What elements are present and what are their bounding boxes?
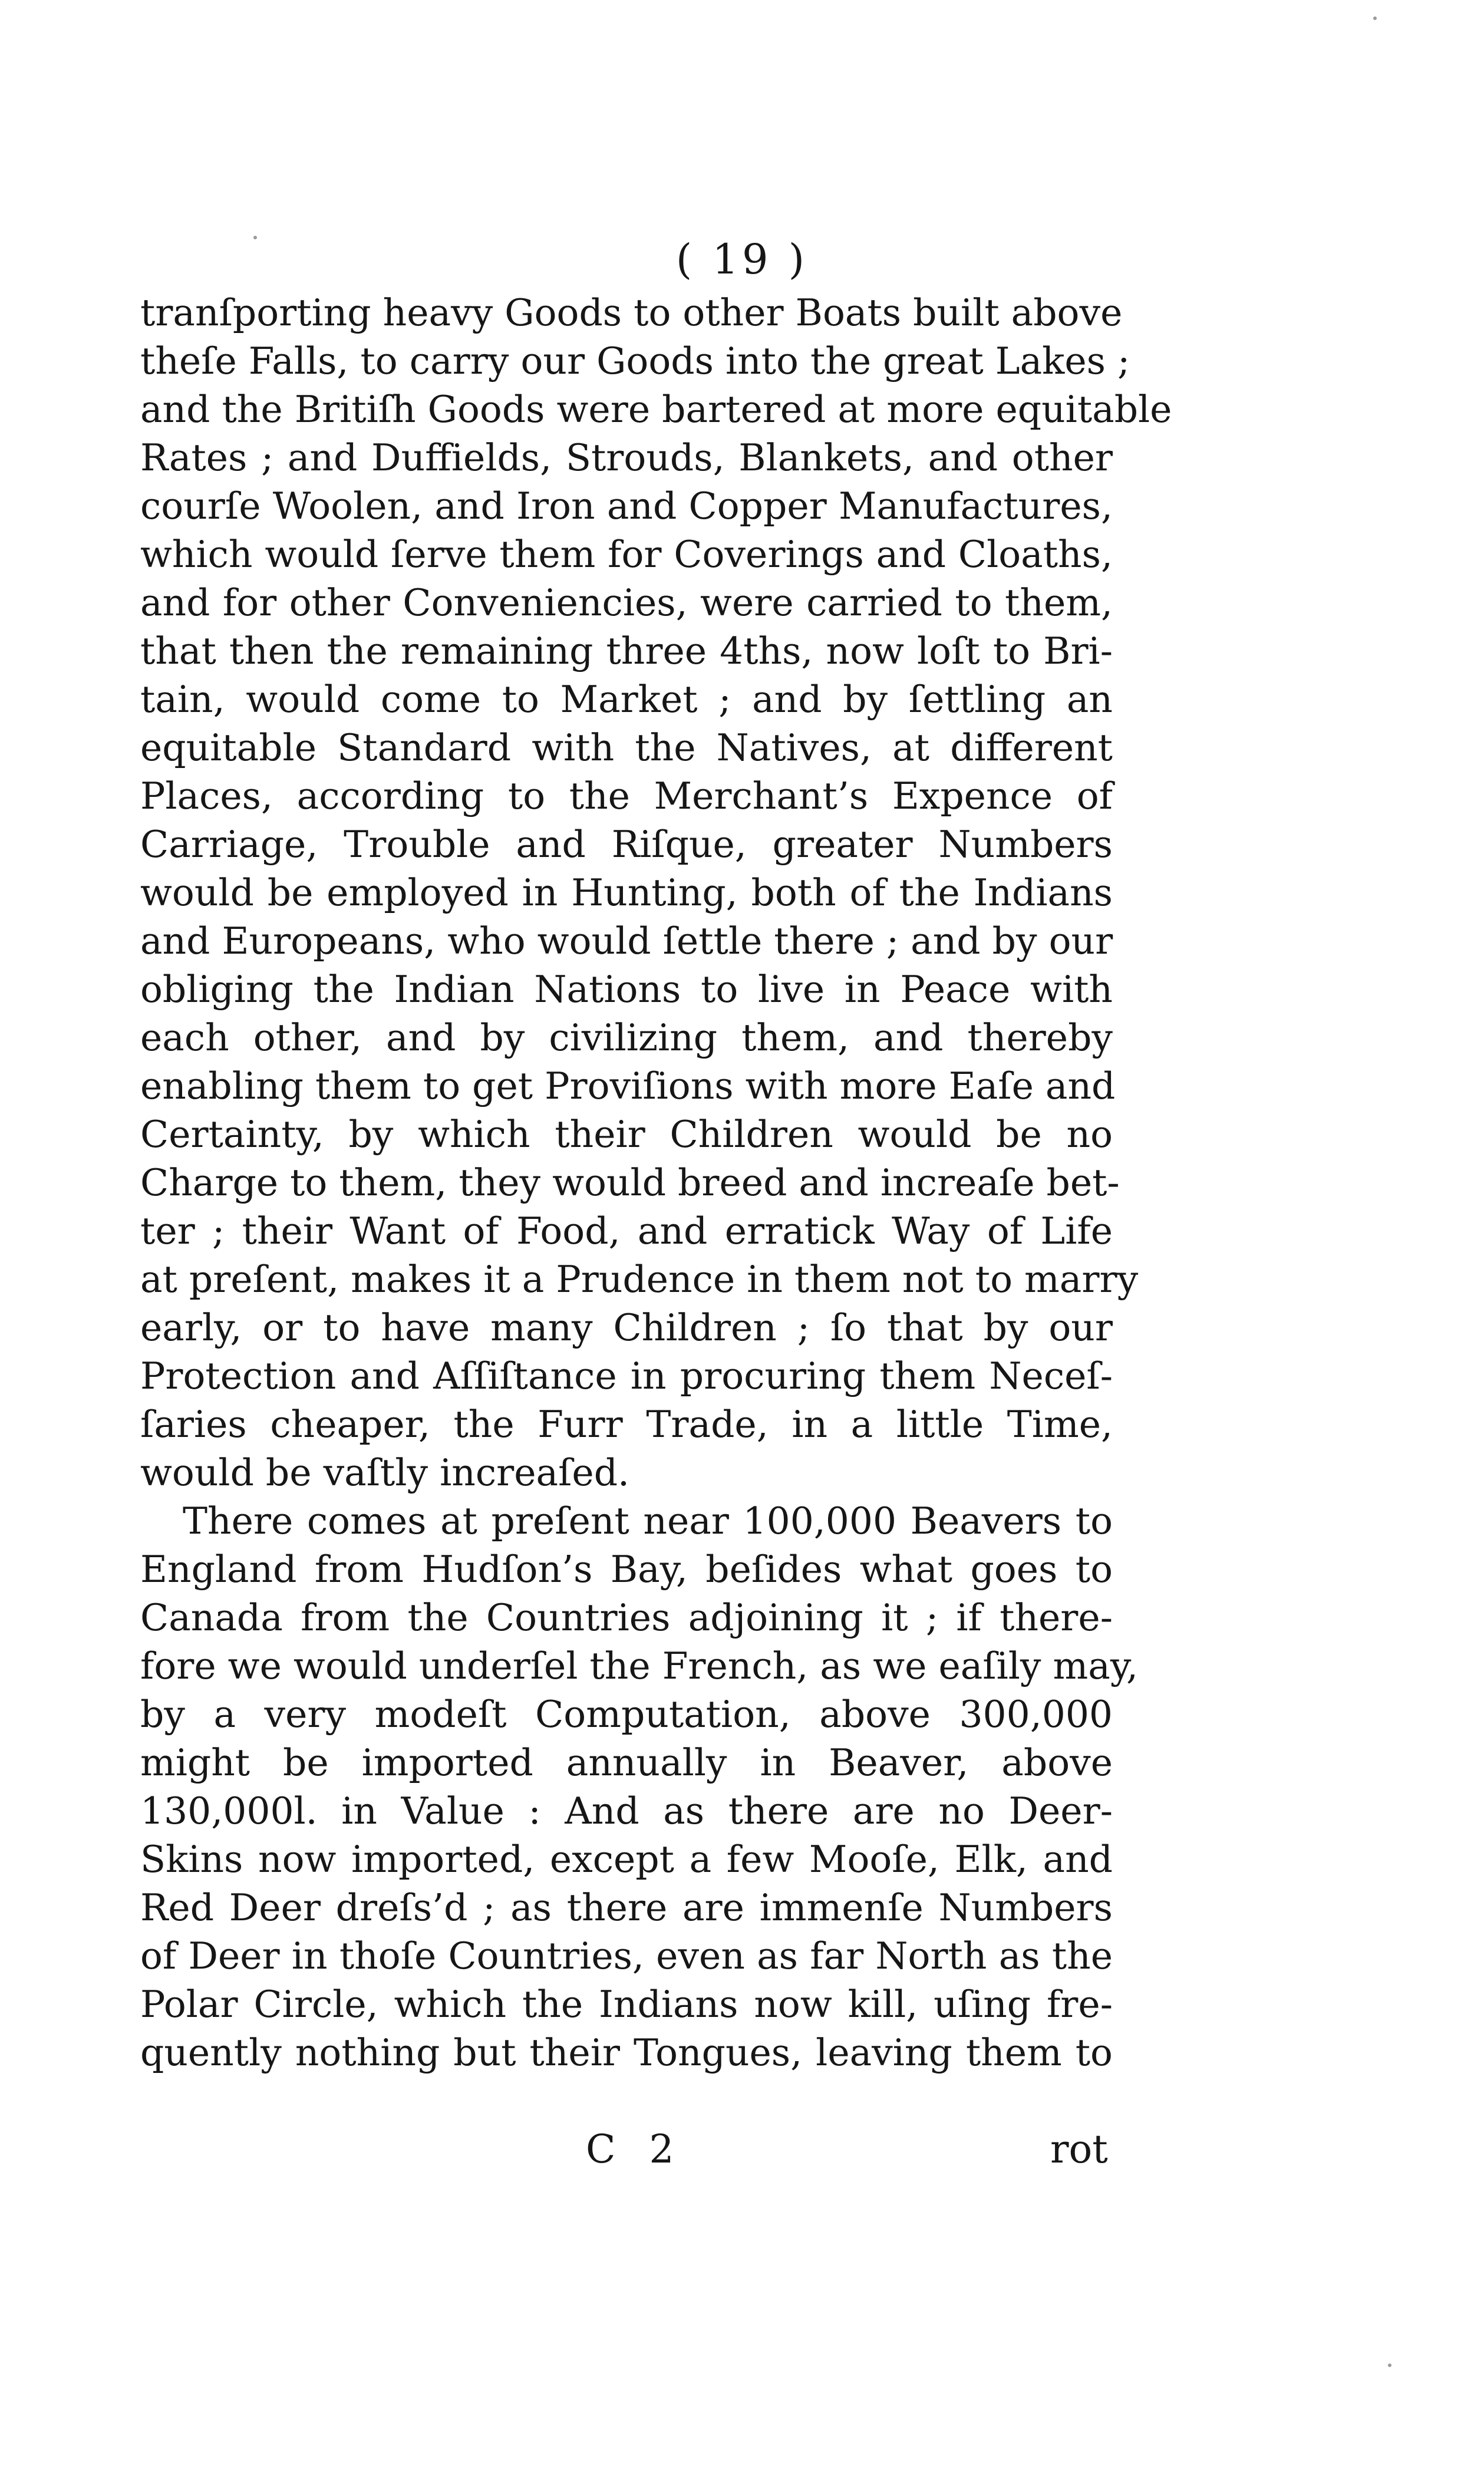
text-line: by a very modeſt Computation, above 300,000 <box>140 1693 1113 1736</box>
text-line: enabling them to get Proviſions with more Eaſe and <box>140 1064 1116 1107</box>
text-line: Charge to them, they would breed and increaſe bet- <box>140 1161 1120 1204</box>
text-line: ſaries cheaper, the Furr Trade, in a little Time, <box>140 1403 1113 1446</box>
text-line: obliging the Indian Nations to live in Peace with <box>140 968 1113 1011</box>
text-line: of Deer in thoſe Countries, even as far North as the <box>140 1934 1113 1977</box>
text-line: at preſent, makes it a Prudence in them not to marry <box>140 1258 1139 1301</box>
text-line: and for other Conveniencies, were carried to them, <box>140 581 1113 624</box>
text-line: There comes at preſent near 100,000 Beavers to <box>183 1499 1113 1542</box>
text-line: Places, according to the Merchant’s Expence of <box>140 774 1113 818</box>
text-line: ter ; their Want of Food, and erratick Way of Life <box>140 1209 1113 1252</box>
text-line: each other, and by civilizing them, and thereby <box>140 1016 1113 1059</box>
text-line: Carriage, Trouble and Riſque, greater Numbers <box>140 823 1113 866</box>
text-line: theſe Falls, to carry our Goods into the great Lakes ; <box>140 339 1130 383</box>
text-line: Protection and Aſſiſtance in procuring them Neceſ- <box>140 1354 1113 1397</box>
text-line: that then the remaining three 4ths, now loſt to Bri- <box>140 629 1113 673</box>
text-line: Canada from the Countries adjoining it ; if there- <box>140 1596 1113 1639</box>
text-line: Rates ; and Duffields, Strouds, Blankets, and other <box>140 436 1113 479</box>
text-line: 130,000l. in Value : And as there are no Deer- <box>140 1789 1113 1832</box>
text-line: England from Hudſon’s Bay, beſides what goes to <box>140 1548 1113 1591</box>
text-line: equitable Standard with the Natives, at different <box>140 726 1113 769</box>
text-line: Skins now imported, except a few Mooſe, Elk, and <box>140 1838 1113 1881</box>
text-line: Polar Circle, which the Indians now kill, uſing fre- <box>140 1983 1113 2026</box>
text-line: Certainty, by which their Children would be no <box>140 1113 1113 1156</box>
text-line: and Europeans, who would ſettle there ; and by our <box>140 919 1113 962</box>
paper-speck <box>253 236 257 239</box>
page-number: ( 19 ) <box>675 235 809 284</box>
text-line: early, or to have many Children ; ſo that by our <box>140 1306 1113 1349</box>
text-line: quently nothing but their Tongues, leaving them to <box>140 2031 1113 2074</box>
text-line: might be imported annually in Beaver, above <box>140 1741 1113 1784</box>
text-line: fore we would underſel the French, as we eaſily may, <box>140 1644 1139 1687</box>
body-text <box>140 289 1172 2077</box>
paper-speck <box>1388 2364 1391 2367</box>
text-line: which would ſerve them for Coverings and Cloaths, <box>140 533 1113 576</box>
text-line: courſe Woolen, and Iron and Copper Manufactures, <box>140 484 1113 528</box>
text-line: Red Deer dreſs’d ; as there are immenſe Numbers <box>140 1886 1113 1929</box>
signature-mark: C 2 <box>586 2127 685 2172</box>
catchword: rot <box>1050 2127 1108 2172</box>
text-line: tranſporting heavy Goods to other Boats built above <box>140 291 1123 334</box>
paper-speck <box>1373 17 1377 20</box>
text-line: and the Britiſh Goods were bartered at more equitable <box>140 388 1172 431</box>
text-line: would be vaſtly increaſed. <box>140 1451 630 1494</box>
text-line: would be employed in Hunting, both of the Indians <box>140 871 1113 914</box>
text-line: tain, would come to Market ; and by ſettling an <box>140 678 1113 721</box>
